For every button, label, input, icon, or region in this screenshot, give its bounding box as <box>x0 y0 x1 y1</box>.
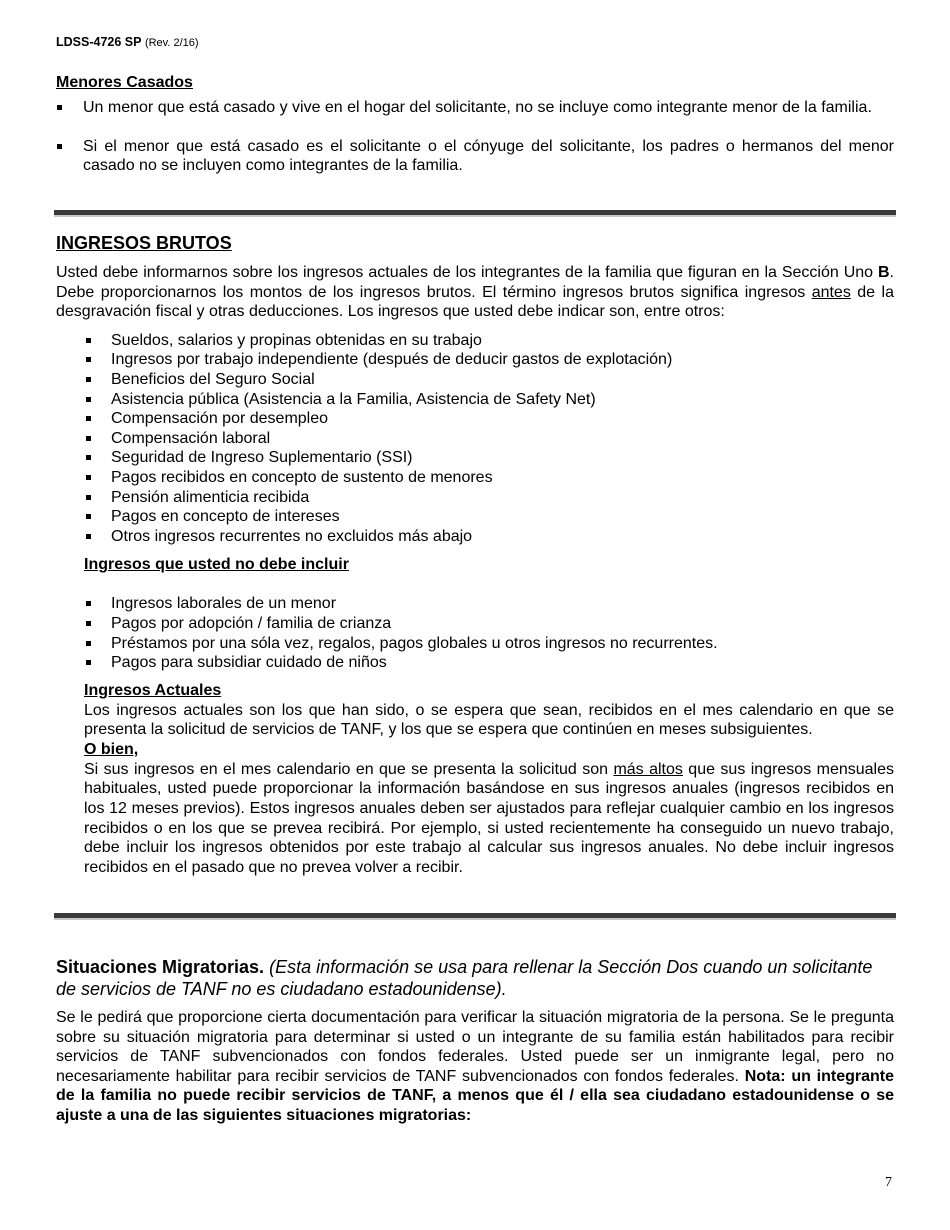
list-item: Un menor que está casado y vive en el hogar del solicitante, no se incluye como integrante menor de la familia. <box>56 98 894 118</box>
current-income-text: Los ingresos actuales son los que han sido, o se espera que sean, recibidos en el mes calendario en que se presenta la solicitud de servicios de TANF, y los que se espera que continúen en meses subsiguientes. <box>84 701 894 739</box>
list-item: Otros ingresos recurrentes no excluidos más abajo <box>56 527 894 547</box>
current-income-heading: Ingresos Actuales <box>84 681 222 699</box>
annual-text: Si sus ingresos en el mes calendario en que se presenta la solicitud son <box>84 760 614 778</box>
list-item: Pensión alimenticia recibida <box>56 488 894 508</box>
section-divider <box>54 913 896 920</box>
list-item: Compensación laboral <box>56 429 894 449</box>
immigration-note: Nota: un integrante de la familia no puede recibir servicios de TANF, a menos que él / ella sea ciudadano estadounidense o se ajuste a una de las siguientes situaciones migratorias: <box>56 1067 894 1124</box>
include-income-list <box>56 331 894 547</box>
gross-income-section <box>56 232 894 877</box>
gross-income-intro <box>56 263 894 322</box>
intro-text: de la desgravación fiscal y otras deducciones. Los ingresos que usted debe indicar son, entre otros: <box>56 283 894 321</box>
exclude-income-heading: Ingresos que usted no debe incluir <box>84 556 349 574</box>
list-item: Pagos por adopción / familia de crianza <box>56 614 894 634</box>
form-code: LDSS-4726 SP <box>56 35 142 49</box>
gross-income-heading: INGRESOS BRUTOS <box>56 233 232 253</box>
form-identifier <box>56 35 199 49</box>
page-number: 7 <box>885 1175 892 1190</box>
married-minors-heading: Menores Casados <box>56 74 193 91</box>
or-heading: O bien, <box>84 740 139 758</box>
list-item: Si el menor que está casado es el solicitante o el cónyuge del solicitante, los padres o hermanos del menor casado no se incluyen como integrantes de la familia. <box>56 137 894 176</box>
list-item: Ingresos por trabajo independiente (después de deducir gastos de explotación) <box>56 350 894 370</box>
annual-text: que sus ingresos mensuales habituales, usted puede proporcionar la información basándose en sus ingresos anuales (ingresos recibidos en los 12 meses previos). Estos ingresos anuales deben ser ajustados para reflejar cualquier cambio en los ingresos recibidos o en los que se prevea recibirá. Por ejemplo, si usted recientemente ha conseguido un nuevo trabajo, debe incluir los ingresos obtenidos por este trabajo al calcular sus ingresos anuales. No debe incluir ingresos recibidos en el pasado que no prevea volver a recibir. <box>84 760 894 876</box>
immigration-heading: Situaciones Migratorias. <box>56 957 265 977</box>
intro-emphasis: antes <box>811 283 851 301</box>
list-item: Asistencia pública (Asistencia a la Familia, Asistencia de Safety Net) <box>56 390 894 410</box>
list-item: Pagos para subsidiar cuidado de niños <box>56 653 894 673</box>
intro-text: . Debe proporcionarnos los montos de los ingresos brutos. El término ingresos brutos significa ingresos <box>56 264 894 301</box>
list-item: Ingresos laborales de un menor <box>56 594 894 614</box>
immigration-body: Se le pedirá que proporcione cierta documentación para verificar la situación migratoria de la persona. Se le pregunta sobre su situación migratoria para determinar si usted o un integrante de su familia están habilitados para recibir servicios de TANF subvencionados con fondos federales. Usted puede ser un inmigrante legal, pero no necesariamente habilitar para recibir servicios de TANF subvencionados con fondos federales. <box>56 1009 894 1085</box>
current-income-block <box>84 681 894 878</box>
married-minors-list <box>56 98 894 176</box>
intro-text: Usted debe informarnos sobre los ingresos actuales de los integrantes de la familia que figuran en la Sección Uno <box>56 264 878 281</box>
form-revision: (Rev. 2/16) <box>144 37 199 49</box>
list-item: Seguridad de Ingreso Suplementario (SSI) <box>56 448 894 468</box>
annual-emphasis: más altos <box>613 760 683 778</box>
exclude-income-list <box>56 594 894 672</box>
immigration-heading-block <box>56 956 894 1000</box>
intro-section-letter: B <box>877 264 890 281</box>
immigration-text <box>56 1008 894 1126</box>
immigration-heading-note: (Esta información se usa para rellenar la Sección Dos cuando un solicitante de servicios de TANF no es ciudadano estadounidense). <box>56 957 873 999</box>
list-item: Préstamos por una sóla vez, regalos, pagos globales u otros ingresos no recurrentes. <box>56 634 894 654</box>
section-divider <box>54 210 896 217</box>
immigration-section <box>56 956 894 1126</box>
married-minors-section <box>56 73 894 176</box>
annual-income-text <box>84 760 894 878</box>
list-item: Beneficios del Seguro Social <box>56 370 894 390</box>
list-item: Sueldos, salarios y propinas obtenidas en su trabajo <box>56 331 894 351</box>
list-item: Pagos recibidos en concepto de sustento de menores <box>56 468 894 488</box>
list-item: Compensación por desempleo <box>56 409 894 429</box>
list-item: Pagos en concepto de intereses <box>56 507 894 527</box>
